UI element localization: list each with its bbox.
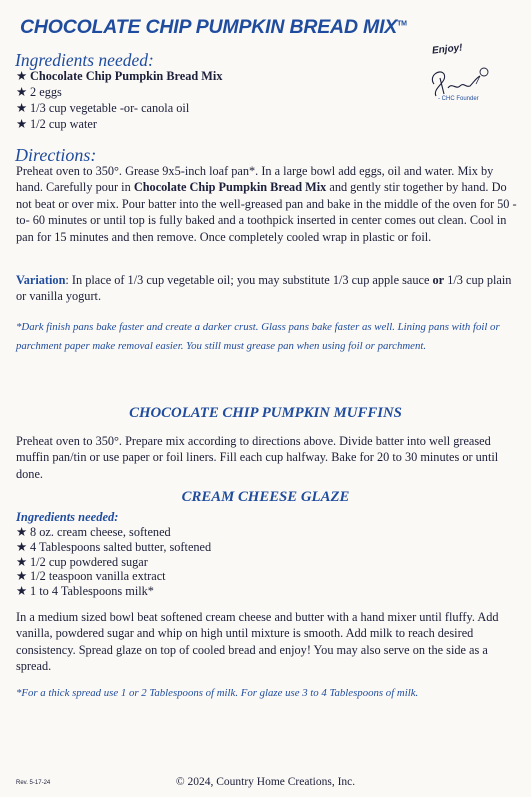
star-icon: ★ <box>16 584 28 599</box>
star-icon: ★ <box>16 539 28 554</box>
list-item: ★ 1 to 4 Tablespoons milk* <box>16 584 154 599</box>
trademark: TM <box>397 20 407 28</box>
muffins-heading: CHOCOLATE CHIP PUMPKIN MUFFINS <box>129 405 402 421</box>
list-item: ★ Chocolate Chip Pumpkin Bread Mix <box>16 69 223 83</box>
directions-heading: Directions: <box>15 145 97 165</box>
title-text: CHOCOLATE CHIP PUMPKIN BREAD MIX <box>20 16 398 38</box>
founder-label: - CHC Founder <box>438 96 479 102</box>
glaze-ingredients-heading: Ingredients needed: <box>16 510 119 524</box>
variation-text: Variation: In place of 1/3 cup vegetable oil; you may substitute 1/3 cup apple sauce or 1/3 cup plain or vanilla yogurt. <box>16 273 512 304</box>
glaze-text: In a medium sized bowl beat softened cream cheese and butter with a hand mixer until fluffy. Add vanilla, powdered sugar and whip on high until mixture is smooth. Add milk to reach desired consistency. Spread glaze on top of cooled bread and enjoy! You may also serve on the side as a spread. <box>16 610 499 674</box>
list-item: ★ 1/2 cup water <box>16 117 97 131</box>
revision-label: Rev. 5-17-24 <box>16 780 51 786</box>
directions-text: Preheat oven to 350°. Grease 9x5-inch loaf pan*. In a large bowl add eggs, oil and water. Mix by hand. Carefully pour in Chocolate Chip Pumpkin Bread Mix and gently stir together by hand. Do not beat or over mix. Pour batter into the well-greased pan and bake in the middle of the oven for 50 -to- 60 minutes or until top is fully baked and a toothpick inserted in center comes out clean. Cool in pan for 15 minutes and then remove. Once completely cooled wrap in plastic or foil. <box>16 164 517 244</box>
milk-note: *For a thick spread use 1 or 2 Tablespoons of milk. For glaze use 3 to 4 Tablespoons of milk. <box>16 687 419 699</box>
star-icon: ★ <box>16 101 28 115</box>
enjoy-text: Enjoy! <box>431 42 464 57</box>
star-icon: ★ <box>16 525 28 539</box>
page-title <box>20 16 407 39</box>
signature-badge <box>418 38 508 110</box>
ingredients-heading: Ingredients needed: <box>15 50 154 70</box>
list-item: ★ 8 oz. cream cheese, softened <box>16 525 171 539</box>
glaze-heading: CREAM CHEESE GLAZE <box>181 489 350 505</box>
star-icon: ★ <box>16 69 28 83</box>
list-item: ★ 2 eggs <box>16 85 62 99</box>
star-icon: ★ <box>16 117 28 131</box>
star-icon: ★ <box>16 85 28 99</box>
list-item: ★ 4 Tablespoons salted butter, softened <box>16 539 212 554</box>
star-icon: ★ <box>16 554 28 569</box>
pan-note: *Dark finish pans bake faster and create a darker crust. Glass pans bake faster as well. Lining pans with foil or parchment paper make removal easier. You still must grease pan when using foil or parchment. <box>16 321 500 352</box>
muffins-text: Preheat oven to 350°. Prepare mix according to directions above. Divide batter into well greased muffin pan/tin or use paper or foil liners. Fill each cup halfway. Bake for 20 to 30 minutes or until done. <box>16 434 499 481</box>
star-icon: ★ <box>16 569 28 584</box>
ingredients-list <box>16 68 222 132</box>
list-item: ★ 1/2 teaspoon vanilla extract <box>16 569 166 584</box>
list-item: ★ 1/2 cup powdered sugar <box>16 554 148 569</box>
glaze-ingredients-list <box>16 525 211 599</box>
copyright: © 2024, Country Home Creations, Inc. <box>175 776 356 788</box>
variation-label: Variation <box>16 273 66 287</box>
list-item: ★ 1/3 cup vegetable -or- canola oil <box>16 101 190 115</box>
